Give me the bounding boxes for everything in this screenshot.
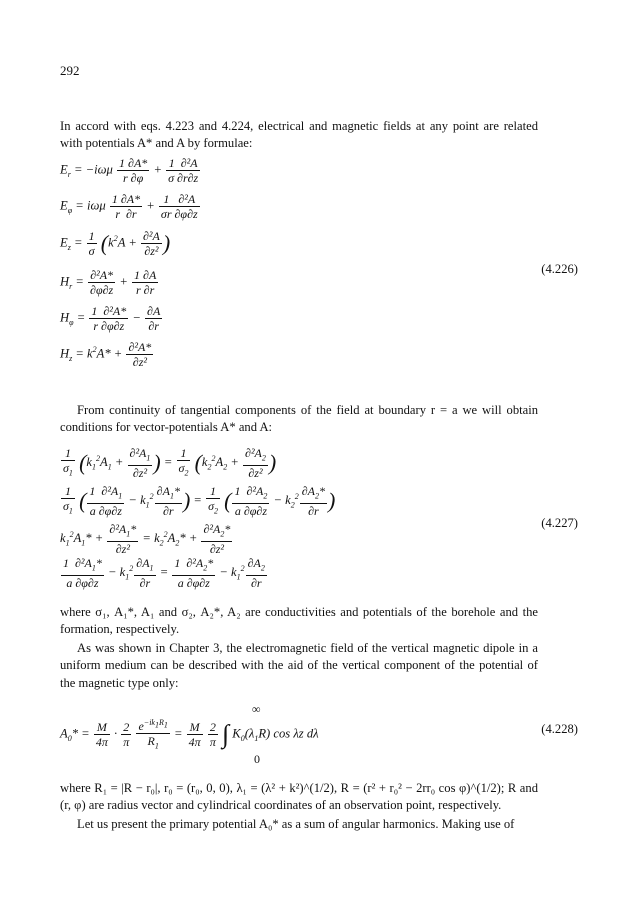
intro-paragraph: In accord with eqs. 4.223 and 4.224, electrical and magnetic fields at any point are related with potentials A* and A by formulae: [60, 119, 538, 151]
equation-number-4-227: (4.227) [541, 516, 578, 530]
eq-ez: $E_z$ = $\frac{1}{\sigma}$ ($k^2A$ + $\frac{\text{∂²A}}{\text{∂z²}}$ ) [60, 229, 171, 258]
eq227-line2: $\frac{1}{\sigma_1}$ ( $\frac{1 \partial^2A_1}{a \partial\varphi\partial z}$ − $k_1^2$ $\frac{\partial A_1*}{\partial r}$ ) = $\frac{1}{\sigma_2}$ ( $\frac{1 \partial^2A_2}{a \partial\varphi\partial z}$ − $k_2^2$ $\frac{\partial A_2*}{\partial r}$ ) [63, 484, 336, 519]
eq-hphi: $H_\varphi$ = $\frac{\text{1 ∂²A*}}{r \partial\varphi\partial z}$ − $\frac{\partial A}{\partial r}$ [60, 304, 161, 333]
integral-upper-limit: ∞ [252, 702, 261, 716]
eq227-line4: $\frac{1 \partial^2A_1*}{a \partial\varphi\partial z}$ − $k_1^2$ $\frac{\partial A_1}{\partial r}$ = $\frac{1 \partial^2A_2*}{a \partial\varphi\partial z}$ − $k_1^2$ $\frac{\partial A_2}{\partial r}$ [63, 556, 265, 591]
eq228-body: $A_0*$ = $\frac{M}{4\pi}$ · $\frac{2}{\pi}$ $\frac{e^{-ik_1R_1}}{R_1}$ = $\frac{M}{4\pi}$ $\frac{2}{\pi}$ ∫ $K_0(\lambda_1R)$ cos λz dλ [60, 718, 319, 751]
eq-er: $E_r = -i\omega\mu$ $\frac{1 \partial A*}{r \partial\varphi}$ + $\frac{\text{1 ∂²A}}{\sigma \partial r\partial z}$ [60, 156, 199, 185]
eq-hz: $H_z = k^2A*$ + $\frac{\text{∂²A*}}{\text{∂z²}}$ [60, 340, 152, 369]
eq-hr: $H_r$ = $\frac{\text{∂²A*}}{\partial\varphi\partial z}$ + $\frac{1 \partial A}{r \partial r}$ [60, 268, 157, 297]
eq-ephi: $E_\varphi = i\omega\mu$ $\frac{1 \partial A*}{r \partial r}$ + $\frac{\text{1 ∂²A}}{\sigma r \partial\varphi\partial z}$ [60, 192, 198, 221]
equation-number-4-226: (4.226) [541, 262, 578, 276]
equation-4-228 [60, 702, 578, 766]
integral-lower-limit: 0 [254, 752, 260, 766]
equation-number-4-228: (4.228) [541, 722, 578, 736]
equation-4-227 [60, 444, 578, 594]
equation-4-226 [60, 152, 578, 378]
eq227-line3: $k_1^2A_1*$ + $\frac{\partial^2A_1*}{\text{∂z²}}$ = $k_2^2A_2*$ + $\frac{\partial^2A_2*}{\text{∂z²}}$ [60, 522, 231, 557]
continuity-paragraph: From continuity of tangential components of the field at boundary r = a we will obtain conditions for vector-potentials A* and A: [60, 403, 538, 435]
page-number: 292 [60, 63, 80, 78]
where-conductivities-paragraph: where σ₁, A₁*, A₁ and σ₂, A₂*, A₂ are conductivities and potentials of the borehole and the formation, respectively. [60, 605, 538, 637]
chapter-paragraph: As was shown in Chapter 3, the electromagnetic field of the vertical magnetic dipole in a uniform medium can be described with the aid of the vertical component of the potential of the magnetic type only: [60, 641, 538, 690]
where-radius-paragraph: where R₁ = |R − r₀|, r₀ = (r₀, 0, 0), λ₁ = (λ² + k²)^(1/2), R = (r² + r₀² − 2rr₀ cos φ)^(1/2); R and (r, φ) are radius vector and cylindrical coordinates of an observation point, respectively. [60, 781, 538, 813]
last-paragraph: Let us present the primary potential A₀* as a sum of angular harmonics. Making use of [77, 817, 515, 831]
eq227-line1: $\frac{1}{\sigma_1}$ ($k_1^2A_1$ + $\frac{\partial^2A_1}{\text{∂z²}}$ ) = $\frac{1}{\sigma_2}$ ($k_2^2A_2$ + $\frac{\partial^2A_2}{\text{∂z²}}$ ) [63, 446, 277, 481]
